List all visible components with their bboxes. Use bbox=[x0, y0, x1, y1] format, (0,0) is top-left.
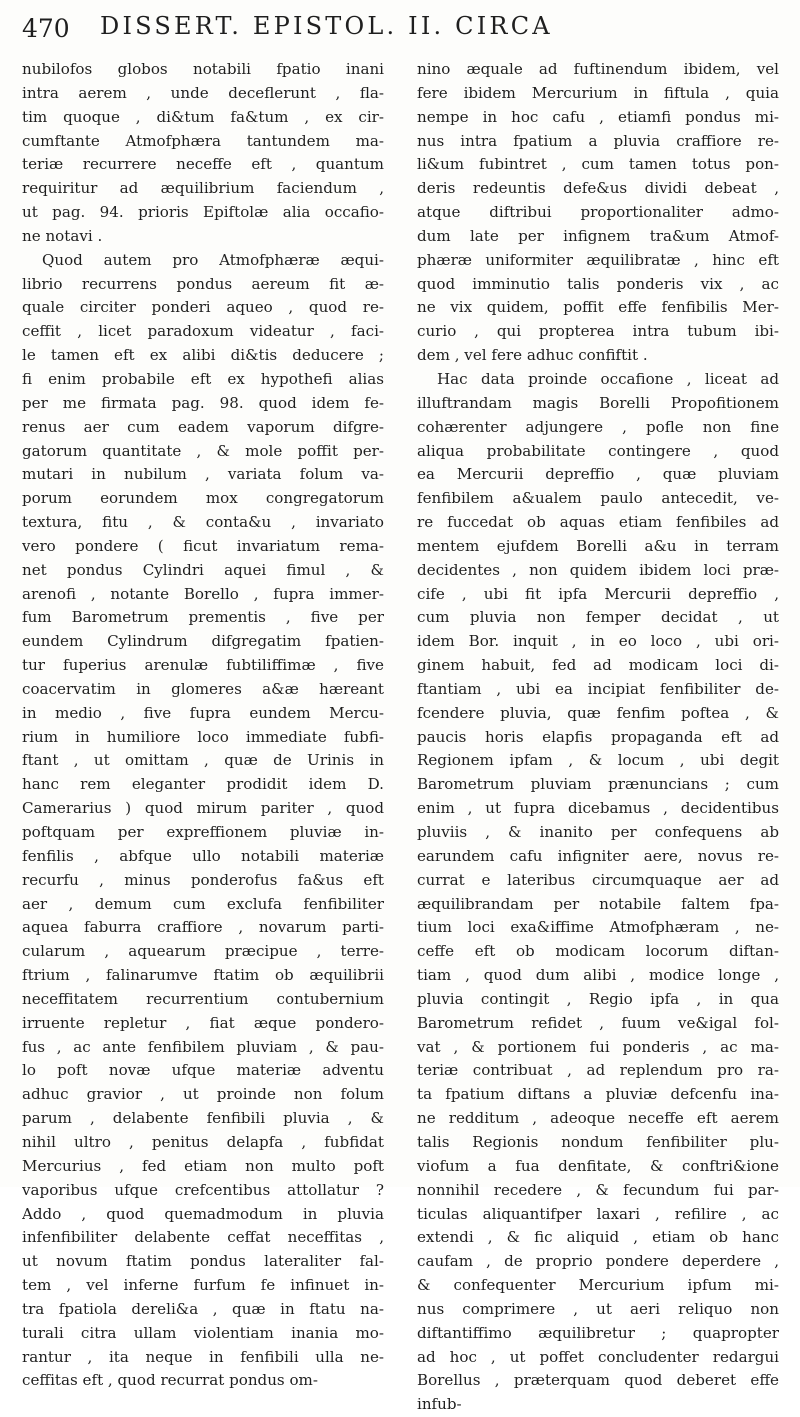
text-line: cohærenter adjungere , pofle non fine bbox=[417, 417, 779, 436]
text-line: aquea faburra craffiore , novarum parti- bbox=[22, 918, 384, 937]
running-title: DISSERT. EPISTOL. II. CIRCA bbox=[100, 12, 553, 40]
text-line: neceffitatem recurrentium contubernium bbox=[22, 989, 384, 1008]
text-line: nempe in hoc cafu , etiamfi pondus mi- bbox=[417, 107, 779, 126]
text-line: textura, fitu , & conta&u , invariato bbox=[22, 513, 384, 532]
text-line: adhuc gravior , ut proinde non folum bbox=[22, 1085, 384, 1104]
text-line: ut novum ftatim pondus lateraliter fal- bbox=[22, 1252, 384, 1271]
text-line: poftquam per expreffionem pluviæ in- bbox=[22, 823, 384, 841]
text-line: currat e lateribus circumquaque aer ad bbox=[417, 870, 779, 889]
text-line: fi enim probabile eft ex hypothefi alias bbox=[22, 369, 384, 388]
text-line: requiritur ad æquilibrium faciendum , bbox=[22, 179, 384, 198]
right-text-column bbox=[417, 58, 779, 1417]
text-line: Borellus , præterquam quod deberet effe bbox=[417, 1371, 779, 1390]
text-line: pluvia contingit , Regio ipfa , in qua bbox=[417, 989, 779, 1008]
text-line: irruente repletur , fiat æque pondero- bbox=[22, 1013, 384, 1032]
text-line: caufam , de proprio pondere deperdere , bbox=[417, 1252, 779, 1271]
text-line: & confequenter Mercurium ipfum mi- bbox=[417, 1276, 779, 1295]
text-line: nihil ultro , penitus delapfa , fubfidat bbox=[22, 1132, 384, 1151]
text-line: dem , vel fere adhuc confiftit . bbox=[417, 346, 648, 365]
text-line: hanc rem eleganter prodidit idem D. bbox=[22, 775, 384, 794]
text-line: ne redditum , adeoque neceffe eft aerem bbox=[417, 1109, 779, 1128]
text-line: Regionem ipfam , & locum , ubi degit bbox=[417, 751, 779, 770]
text-line: arenofi , notante Borello , fupra immer- bbox=[22, 584, 384, 603]
text-line: ut pag. 94. prioris Epiftolæ alia occafio- bbox=[22, 203, 384, 222]
text-line: intra aerem , unde deceflerunt , fla- bbox=[22, 83, 384, 102]
text-line: ea Mercurii depreffio , quæ pluviam bbox=[417, 465, 779, 484]
text-line: ceffit , licet paradoxum videatur , faci- bbox=[22, 322, 384, 341]
text-line: teriæ recurrere neceffe eft , quantum bbox=[22, 155, 384, 174]
text-line: viofum a fua denfitate, & conftri&ione bbox=[417, 1156, 779, 1175]
text-line: nus comprimere , ut aeri reliquo non bbox=[417, 1299, 779, 1318]
text-line: rium in humiliore loco immediate fubfi- bbox=[22, 727, 384, 746]
text-line: infub- bbox=[417, 1395, 462, 1414]
text-line: curio , qui propterea intra tubum ibi- bbox=[417, 322, 779, 341]
text-line: parum , delabente fenfibili pluvia , & bbox=[22, 1109, 384, 1128]
text-line: dum late per infignem tra&um Atmof- bbox=[417, 226, 779, 245]
text-line: enim , ut fupra dicebamus , decidentibus bbox=[417, 799, 779, 818]
text-line: ceffitas eft , quod recurrat pondus om- bbox=[22, 1371, 318, 1390]
text-line: ginem habuit, fed ad modicam loci di- bbox=[417, 656, 779, 675]
text-line: Quod autem pro Atmofphæræ æqui- bbox=[42, 250, 384, 269]
text-line: nonnihil recedere , & fecundum fui par- bbox=[417, 1180, 779, 1199]
text-line: infenfibiliter delabente ceffat neceffitas , bbox=[22, 1228, 384, 1247]
text-line: Mercurius , fed etiam non multo poft bbox=[22, 1156, 384, 1175]
text-line: porum eorundem mox congregatorum bbox=[22, 489, 384, 508]
text-line: ad hoc , ut poffet concludenter redargui bbox=[417, 1347, 779, 1366]
text-line: decidentes , non quidem ibidem loci præ- bbox=[417, 560, 779, 579]
text-line: quod imminutio talis ponderis vix , ac bbox=[417, 274, 779, 293]
text-line: net pondus Cylindri aquei fimul , & bbox=[22, 560, 384, 579]
left-text-column bbox=[22, 58, 384, 1393]
text-line: quale circiter ponderi aqueo , quod re- bbox=[22, 298, 384, 317]
text-line: cum pluvia non femper decidat , ut bbox=[417, 608, 779, 627]
text-line: teriæ contribuat , ad replendum pro ra- bbox=[417, 1061, 779, 1080]
text-line: cumftante Atmofphæra tantundem ma- bbox=[22, 131, 384, 150]
text-line: tra fpatiola dereli&a , quæ in ftatu na- bbox=[22, 1299, 384, 1318]
text-line: ta fpatium diftans a pluviæ defcenfu ina- bbox=[417, 1085, 779, 1104]
text-line: æquilibrandam per notabile faltem fpa- bbox=[417, 894, 779, 913]
text-line: paucis horis elapfis propaganda eft ad bbox=[417, 727, 779, 746]
text-line: fenfilis , abfque ullo notabili materiæ bbox=[22, 846, 384, 865]
text-line: atque diftribui proportionaliter admo- bbox=[417, 203, 779, 222]
text-line: aliqua probabilitate contingere , quod bbox=[417, 441, 779, 460]
text-line: deris redeuntis defe&us dividi debeat , bbox=[417, 179, 779, 198]
text-line: nus intra fpatium a pluvia craffiore re- bbox=[417, 131, 779, 150]
text-line: ticulas aliquantifper laxari , refilire , ac bbox=[417, 1204, 779, 1223]
text-line: coacervatim in glomeres a&æ hæreant bbox=[22, 679, 384, 698]
text-line: per me firmata pag. 98. quod idem fe- bbox=[22, 393, 384, 412]
text-line: ftrium , falinarumve ftatim ob æquilibrii bbox=[22, 966, 384, 985]
text-line: vat , & portionem fui ponderis , ac ma- bbox=[417, 1037, 779, 1056]
text-line: nino æquale ad fuftinendum ibidem, vel bbox=[417, 60, 779, 78]
text-line: fere ibidem Mercurium in fiftula , quia bbox=[417, 83, 779, 102]
text-line: eundem Cylindrum difgregatim fpatien- bbox=[22, 632, 384, 651]
text-line: turali citra ullam violentiam inania mo- bbox=[22, 1323, 384, 1342]
text-line: rantur , ita neque in fenfibili ulla ne- bbox=[22, 1347, 384, 1366]
text-line: tium loci exa&iffime Atmofphæram , ne- bbox=[417, 918, 779, 937]
text-line: fum Barometrum prementis , five per bbox=[22, 608, 384, 627]
text-line: Barometrum pluviam prænuncians ; cum bbox=[417, 775, 779, 794]
text-line: cife , ubi fit ipfa Mercurii depreffio , bbox=[417, 584, 779, 603]
text-line: mentem ejufdem Borelli a&u in terram bbox=[417, 536, 779, 555]
text-line: phæræ uniformiter æquilibratæ , hinc eft bbox=[417, 250, 779, 269]
text-line: fus , ac ante fenfibilem pluviam , & pau- bbox=[22, 1037, 384, 1056]
text-line: nubilofos globos notabili fpatio inani bbox=[22, 60, 384, 78]
text-line: idem Bor. inquit , in eo loco , ubi ori- bbox=[417, 632, 779, 651]
text-line: earundem cafu infigniter aere, novus re- bbox=[417, 846, 779, 865]
text-line: in medio , five fupra eundem Mercu- bbox=[22, 703, 384, 722]
text-line: tur fuperius arenulæ fubtiliffimæ , five bbox=[22, 656, 384, 675]
text-line: lo poft novæ ufque materiæ adventu bbox=[22, 1061, 384, 1080]
text-line: aer , demum cum exclufa fenfibiliter bbox=[22, 894, 384, 913]
text-line: ceffe eft ob modicam locorum diftan- bbox=[417, 942, 779, 961]
page-number: 470 bbox=[22, 14, 70, 43]
text-line: Hac data proinde occafione , liceat ad bbox=[437, 369, 779, 388]
text-line: Barometrum refidet , fuum ve&igal fol- bbox=[417, 1013, 779, 1032]
text-line: fcendere pluvia, quæ fenfim poftea , & bbox=[417, 703, 779, 722]
text-line: vero pondere ( ficut invariatum rema- bbox=[22, 536, 384, 555]
text-line: pluviis , & inanito per confequens ab bbox=[417, 823, 779, 841]
text-line: ftant , ut omittam , quæ de Urinis in bbox=[22, 751, 384, 770]
text-line: ne vix quidem, poffit effe fenfibilis Mer- bbox=[417, 298, 779, 317]
text-line: diftantiffimo æquilibretur ; quapropter bbox=[417, 1323, 779, 1342]
text-line: cularum , aquearum præcipue , terre- bbox=[22, 942, 384, 961]
text-line: renus aer cum eadem vaporum difgre- bbox=[22, 417, 384, 436]
text-line: re fuccedat ob aquas etiam fenfibiles ad bbox=[417, 513, 779, 532]
text-line: extendi , & fic aliquid , etiam ob hanc bbox=[417, 1228, 779, 1247]
text-line: ne notavi . bbox=[22, 226, 103, 245]
text-line: le tamen eft ex alibi di&tis deducere ; bbox=[22, 346, 384, 365]
text-line: fenfibilem a&ualem paulo antecedit, ve- bbox=[417, 489, 779, 508]
text-line: librio recurrens pondus aereum fit æ- bbox=[22, 274, 384, 293]
text-line: illuftrandam magis Borelli Propofitionem bbox=[417, 393, 779, 412]
text-line: Camerarius ) quod mirum pariter , quod bbox=[22, 799, 384, 818]
text-line: tiam , quod dum alibi , modice longe , bbox=[417, 966, 779, 985]
page-header bbox=[22, 8, 782, 48]
text-line: vaporibus ufque crefcentibus attollatur ? bbox=[22, 1180, 384, 1199]
text-line: tem , vel inferne furfum fe infinuet in- bbox=[22, 1276, 384, 1295]
text-line: talis Regionis nondum fenfibiliter plu- bbox=[417, 1132, 779, 1151]
text-line: recurfu , minus ponderofus fa&us eft bbox=[22, 870, 384, 889]
text-line: Addo , quod quemadmodum in pluvia bbox=[22, 1204, 384, 1223]
text-line: tim quoque , di&tum fa&tum , ex cir- bbox=[22, 107, 384, 126]
text-line: ftantiam , ubi ea incipiat fenfibiliter de- bbox=[417, 679, 779, 698]
text-line: gatorum quantitate , & mole poffit per- bbox=[22, 441, 384, 460]
text-line: li&um fubintret , cum tamen totus pon- bbox=[417, 155, 779, 174]
text-line: mutari in nubilum , variata folum va- bbox=[22, 465, 384, 484]
